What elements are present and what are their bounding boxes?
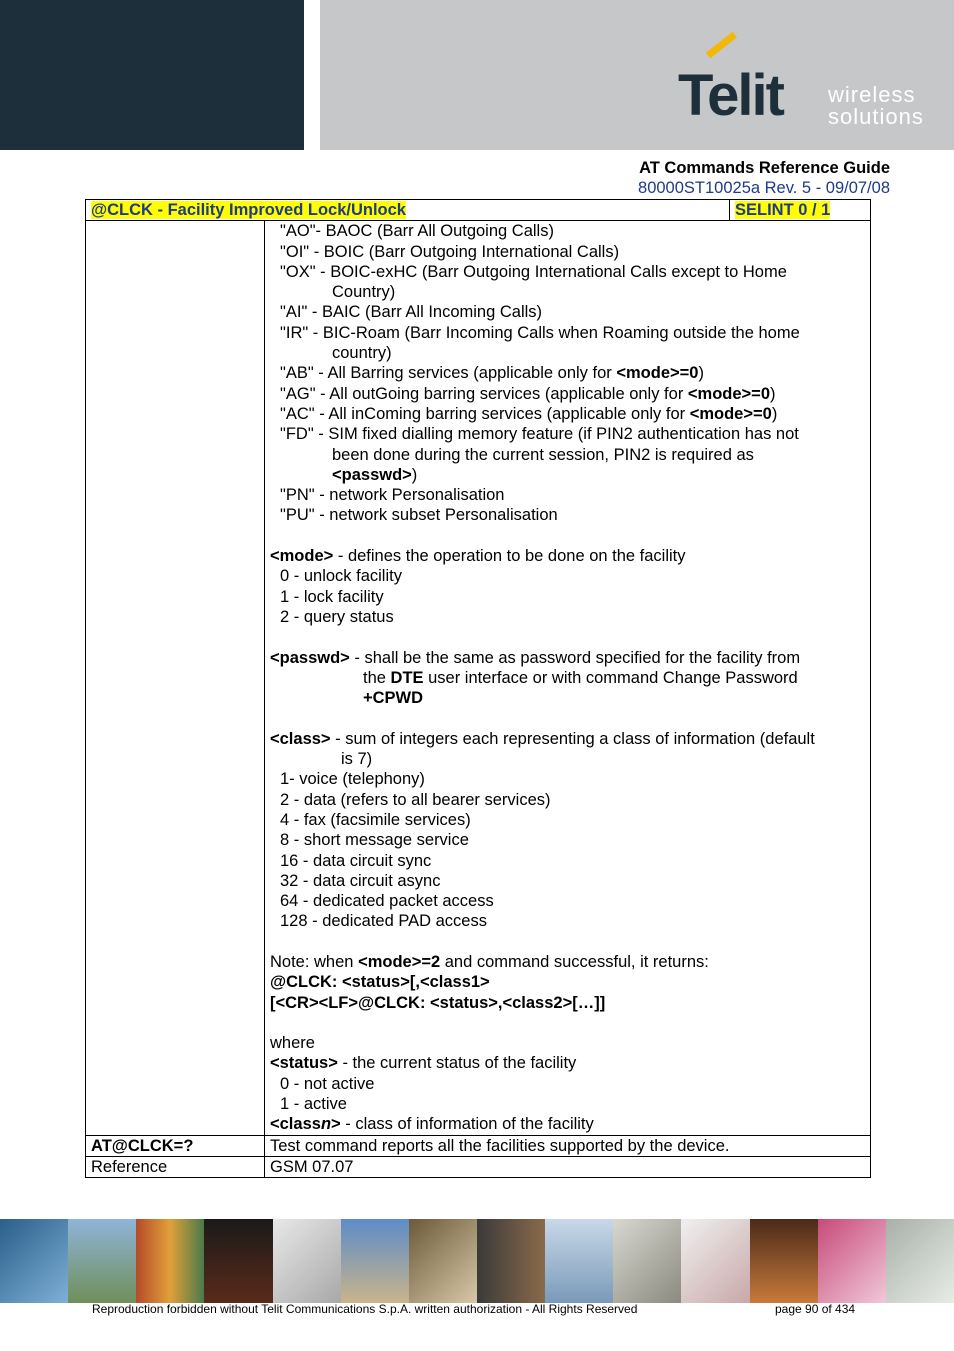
passwd-text: the bbox=[363, 668, 391, 687]
class-value: 8 - short message service bbox=[280, 831, 469, 850]
response-format: [<CR><LF>@CLCK: <status>,<class2>[…]] bbox=[270, 993, 606, 1012]
facility-line: country) bbox=[332, 344, 392, 363]
class-value: 2 - data (refers to all bearer services) bbox=[280, 790, 551, 809]
class-value: 4 - fax (facsimile services) bbox=[280, 810, 471, 829]
telit-logo bbox=[678, 48, 928, 132]
class-param bbox=[270, 729, 865, 749]
facility-line: "PN" - network Personalisation bbox=[280, 486, 505, 505]
passwd-desc: - shall be the same as password specified for the facility from bbox=[349, 648, 801, 667]
facility-text: ) bbox=[698, 364, 704, 383]
mode-desc: - defines the operation to be done on the facility bbox=[333, 547, 686, 566]
classn-label-part: n bbox=[320, 1115, 332, 1134]
class-value: 1- voice (telephony) bbox=[280, 770, 425, 789]
test-description: Test command reports all the facilities supported by the device. bbox=[265, 1135, 871, 1156]
logo-tagline-1: wireless bbox=[828, 82, 916, 107]
mode-value: 0 - unlock facility bbox=[280, 567, 402, 586]
status-param bbox=[270, 1053, 865, 1073]
header-dark-panel bbox=[0, 0, 304, 150]
note-line bbox=[270, 952, 865, 972]
dte-ref: DTE bbox=[390, 668, 424, 687]
facility-line: been done during the current session, PIN2 is required as bbox=[332, 445, 754, 464]
photo-tile bbox=[409, 1219, 477, 1303]
response-format: @CLCK: <status>[,<class1> bbox=[270, 973, 490, 992]
class-desc: - sum of integers each representing a class of information (default bbox=[330, 729, 815, 748]
facility-line bbox=[270, 465, 865, 485]
passwd-desc-line bbox=[270, 688, 865, 708]
facility-line: "AI" - BAIC (Barr All Incoming Calls) bbox=[280, 303, 543, 322]
photo-tile bbox=[818, 1219, 886, 1303]
mode-param bbox=[270, 546, 865, 566]
note-text: Note: when bbox=[270, 952, 359, 971]
facility-line: Country) bbox=[332, 283, 396, 302]
facility-text: ) bbox=[770, 384, 776, 403]
facility-text: ) bbox=[771, 404, 778, 423]
classn-param bbox=[270, 1114, 865, 1134]
test-command: AT@CLCK=? bbox=[91, 1136, 194, 1155]
mode-label: <mode> bbox=[270, 547, 334, 566]
copyright-notice: Reproduction forbidden without Telit Communications S.p.A. written authorization - All Rights Reserved bbox=[92, 1302, 638, 1316]
cpwd-ref: +CPWD bbox=[363, 689, 424, 708]
where-label: where bbox=[270, 1034, 315, 1053]
facility-text: "AB" - All Barring services (applicable only for bbox=[280, 364, 617, 383]
document-revision: 80000ST10025a Rev. 5 - 09/07/08 bbox=[638, 179, 890, 197]
photo-tile bbox=[204, 1219, 272, 1303]
photo-tile bbox=[341, 1219, 409, 1303]
mode-ref: <mode>=0 bbox=[689, 404, 772, 423]
response-line bbox=[270, 993, 865, 1013]
table-row-reference bbox=[86, 1156, 871, 1177]
photo-tile bbox=[136, 1219, 204, 1303]
facility-line: "OX" - BOIC-exHC (Barr Outgoing International Calls except to Home bbox=[280, 262, 787, 281]
facility-line: "FD" - SIM fixed dialling memory feature (if PIN2 authentication has not bbox=[280, 425, 799, 444]
page-number: page 90 of 434 bbox=[775, 1302, 856, 1316]
passwd-label: <passwd> bbox=[270, 648, 350, 667]
command-title: @CLCK - Facility Improved Lock/Unlock bbox=[91, 201, 406, 219]
table-row-test bbox=[86, 1135, 871, 1156]
classn-label bbox=[270, 1115, 341, 1133]
class-label: <class> bbox=[270, 729, 331, 748]
class-value: 32 - data circuit async bbox=[280, 871, 441, 890]
response-line bbox=[270, 972, 865, 992]
facility-line: "PU" - network subset Personalisation bbox=[280, 506, 558, 525]
status-desc: - the current status of the facility bbox=[337, 1054, 577, 1073]
photo-tile bbox=[750, 1219, 818, 1303]
photo-tile bbox=[0, 1219, 68, 1303]
logo-tagline-2: solutions bbox=[828, 104, 924, 129]
photo-tile bbox=[68, 1219, 136, 1303]
logo-text: Telit bbox=[678, 63, 783, 128]
logo-tagline bbox=[828, 84, 924, 128]
classn-desc: - class of information of the facility bbox=[340, 1115, 594, 1134]
class-value: 64 - dedicated packet access bbox=[280, 892, 494, 911]
facility-text: ) bbox=[411, 465, 418, 484]
table-row-parameters bbox=[86, 221, 871, 1135]
passwd-param bbox=[270, 648, 865, 668]
status-value: 0 - not active bbox=[280, 1074, 375, 1093]
mode-ref: <mode>=2 bbox=[358, 952, 441, 971]
mode-value: 2 - query status bbox=[280, 607, 394, 626]
mode-ref: <mode>=0 bbox=[687, 384, 770, 403]
reference-value: GSM 07.07 bbox=[265, 1156, 871, 1177]
parameters-cell bbox=[265, 221, 871, 1135]
footer-photo-strip bbox=[0, 1219, 954, 1303]
facility-text: "AG" - All outGoing barring services (applicable only for bbox=[280, 384, 688, 403]
photo-tile bbox=[477, 1219, 545, 1303]
mode-ref: <mode>=0 bbox=[616, 364, 699, 383]
facility-line: "AO"- BAOC (Barr All Outgoing Calls) bbox=[280, 222, 554, 241]
photo-tile bbox=[273, 1219, 341, 1303]
passwd-ref: <passwd> bbox=[332, 465, 412, 484]
classn-label-part: <class bbox=[270, 1115, 321, 1134]
facility-line: "IR" - BIC-Roam (Barr Incoming Calls when Roaming outside the home bbox=[280, 323, 800, 342]
facility-line bbox=[270, 363, 865, 383]
class-value: 16 - data circuit sync bbox=[280, 851, 432, 870]
selint-badge: SELINT 0 / 1 bbox=[735, 201, 831, 219]
passwd-text: user interface or with command Change Password bbox=[423, 668, 798, 687]
facility-line: "OI" - BOIC (Barr Outgoing International Calls) bbox=[280, 242, 620, 261]
facility-line bbox=[270, 404, 865, 424]
status-label: <status> bbox=[270, 1054, 338, 1073]
photo-tile bbox=[613, 1219, 681, 1303]
passwd-desc-line bbox=[270, 668, 865, 688]
photo-tile bbox=[681, 1219, 749, 1303]
facility-text: "AC" - All inComing barring services (applicable only for bbox=[280, 404, 690, 423]
reference-label: Reference bbox=[86, 1156, 265, 1177]
status-value: 1 - active bbox=[280, 1095, 347, 1114]
note-text: and command successful, it returns: bbox=[440, 952, 709, 971]
facility-line bbox=[270, 384, 865, 404]
class-value: 128 - dedicated PAD access bbox=[280, 912, 487, 931]
photo-tile bbox=[886, 1219, 954, 1303]
document-title: AT Commands Reference Guide bbox=[639, 159, 890, 177]
mode-value: 1 - lock facility bbox=[280, 587, 384, 606]
table-header-row bbox=[86, 200, 871, 221]
class-desc-line: is 7) bbox=[341, 750, 373, 769]
classn-label-part: > bbox=[331, 1115, 341, 1134]
photo-tile bbox=[545, 1219, 613, 1303]
command-table bbox=[85, 199, 871, 1178]
